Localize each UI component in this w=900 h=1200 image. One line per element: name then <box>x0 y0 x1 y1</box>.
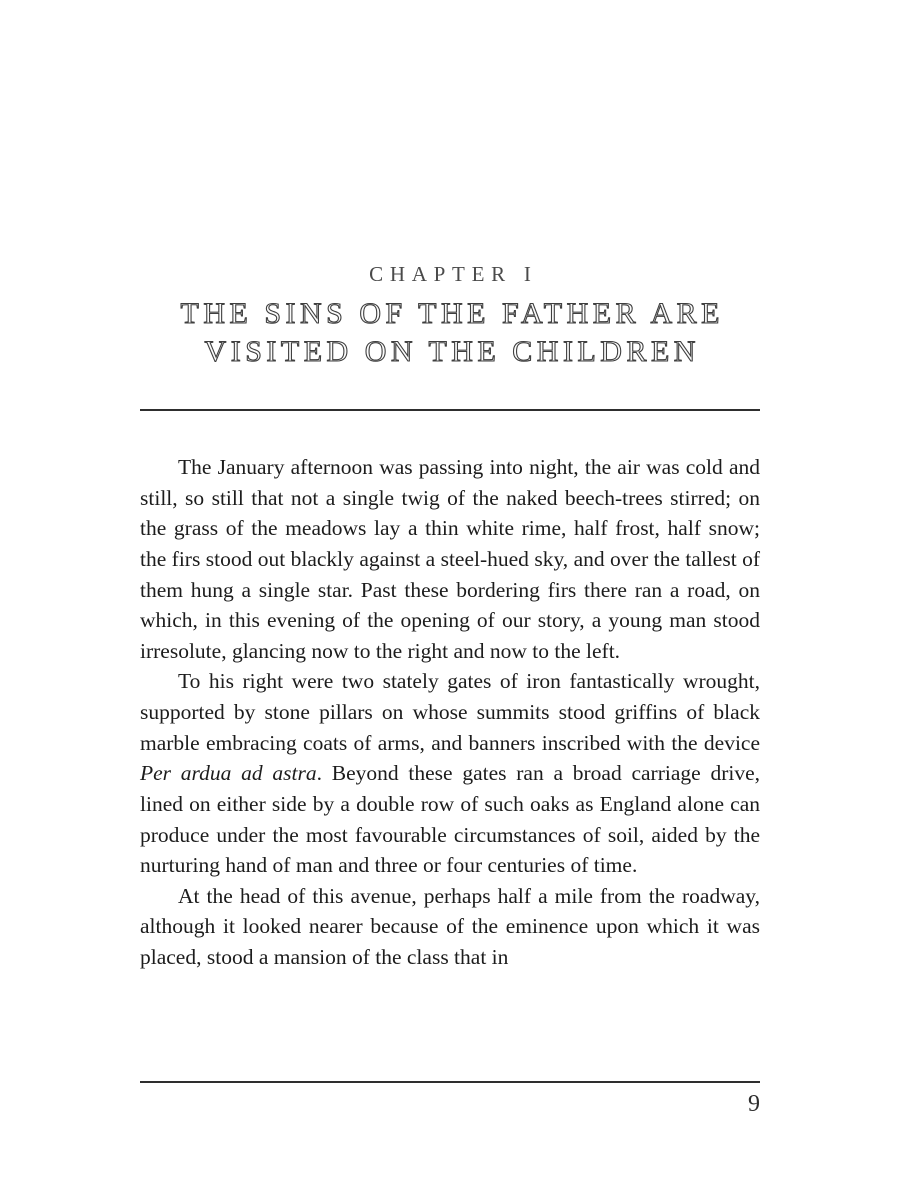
chapter-label: CHAPTER I <box>369 262 538 286</box>
text-segment: To his right were two stately gates of iron fantastically wrought, supported by stone pillars on whose summits stood griffins of black marble embracing coats of arms, and banners inscribed with the device <box>140 669 760 755</box>
italic-text: Per ardua ad astra <box>140 761 317 786</box>
top-rule <box>140 409 760 411</box>
chapter-title-line1: THE SINS OF THE FATHER ARE <box>180 297 724 330</box>
text-segment: The January afternoon was passing into night, the air was cold and still, so still that not a single twig of the naked beech-trees stirred; on the grass of the meadows lay a thin white rime, half frost, half snow; the firs stood out blackly against a steel-hued sky, and over the tallest of them hung a single star. Past these bordering firs there ran a road, on which, in this evening of the opening of our story, a young man stood irresolute, glancing now to the right and now to the left. <box>140 455 760 663</box>
chapter-title-line2: VISITED ON THE CHILDREN <box>204 335 700 369</box>
text-segment: At the head of this avenue, perhaps half a mile from the roadway, although it looked nearer because of the eminence upon which it was placed, stood a mansion of the class that in <box>140 883 760 969</box>
body-text <box>140 452 760 973</box>
paragraph <box>140 452 760 666</box>
chapter-heading <box>140 262 760 372</box>
paragraph <box>140 881 760 973</box>
paragraph <box>140 666 760 880</box>
text-segment: . Beyond these gates ran a broad carriage drive, lined on either side by a double row of such oaks as England alone can produce under the most favourable circumstances of soil, aided by the nurturing hand of man and three or four centuries of time. <box>140 761 760 878</box>
bottom-rule <box>140 1081 760 1083</box>
page-number: 9 <box>748 1091 760 1117</box>
chapter-title <box>140 295 760 372</box>
